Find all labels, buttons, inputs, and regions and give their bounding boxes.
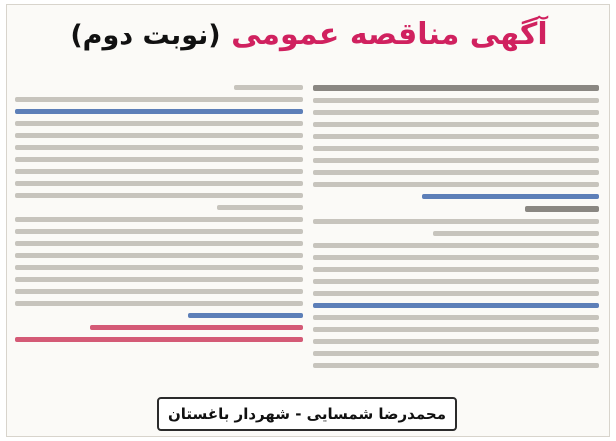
- illegible-line: [313, 122, 599, 127]
- illegible-line: [313, 315, 599, 320]
- illegible-line: [234, 85, 303, 90]
- illegible-line: [313, 182, 599, 187]
- illegible-line: [15, 97, 303, 102]
- illegible-line: [525, 206, 599, 212]
- illegible-line: [313, 363, 599, 368]
- illegible-line: [313, 98, 599, 103]
- illegible-line: [15, 109, 303, 114]
- illegible-line: [313, 146, 599, 151]
- signature-text: محمدرضا شمسایی - شهردار باغستان: [168, 405, 446, 423]
- illegible-line: [15, 301, 303, 306]
- illegible-line: [15, 181, 303, 186]
- illegible-line: [313, 291, 599, 296]
- illegible-line: [433, 231, 599, 236]
- illegible-line: [15, 157, 303, 162]
- signature-box: [157, 397, 457, 431]
- notice-body-left-column: [15, 85, 303, 371]
- illegible-line: [313, 110, 599, 115]
- illegible-line: [313, 243, 599, 248]
- illegible-line: [90, 325, 303, 330]
- illegible-line: [313, 85, 599, 91]
- illegible-line: [313, 279, 599, 284]
- illegible-line: [313, 170, 599, 175]
- illegible-line: [313, 267, 599, 272]
- illegible-line: [313, 219, 599, 224]
- illegible-line: [15, 253, 303, 258]
- illegible-line: [15, 217, 303, 222]
- illegible-line: [217, 205, 303, 210]
- illegible-line: [313, 158, 599, 163]
- illegible-line: [15, 121, 303, 126]
- illegible-line: [15, 277, 303, 282]
- illegible-line: [313, 303, 599, 308]
- illegible-line: [313, 134, 599, 139]
- illegible-line: [15, 133, 303, 138]
- headline-main: آگهی مناقصه عمومی: [231, 17, 548, 52]
- illegible-line: [313, 327, 599, 332]
- illegible-line: [15, 241, 303, 246]
- illegible-line: [313, 255, 599, 260]
- tender-notice: [6, 4, 610, 437]
- illegible-line: [15, 169, 303, 174]
- notice-body-right-column: [313, 85, 599, 371]
- illegible-line: [188, 313, 303, 318]
- headline-sub: (نوبت دوم): [70, 20, 221, 51]
- illegible-line: [15, 289, 303, 294]
- illegible-line: [313, 339, 599, 344]
- illegible-line: [15, 145, 303, 150]
- illegible-line: [15, 265, 303, 270]
- notice-headline: [7, 15, 611, 56]
- illegible-line: [313, 351, 599, 356]
- illegible-line: [15, 229, 303, 234]
- illegible-line: [422, 194, 599, 199]
- illegible-line: [15, 337, 303, 342]
- illegible-line: [15, 193, 303, 198]
